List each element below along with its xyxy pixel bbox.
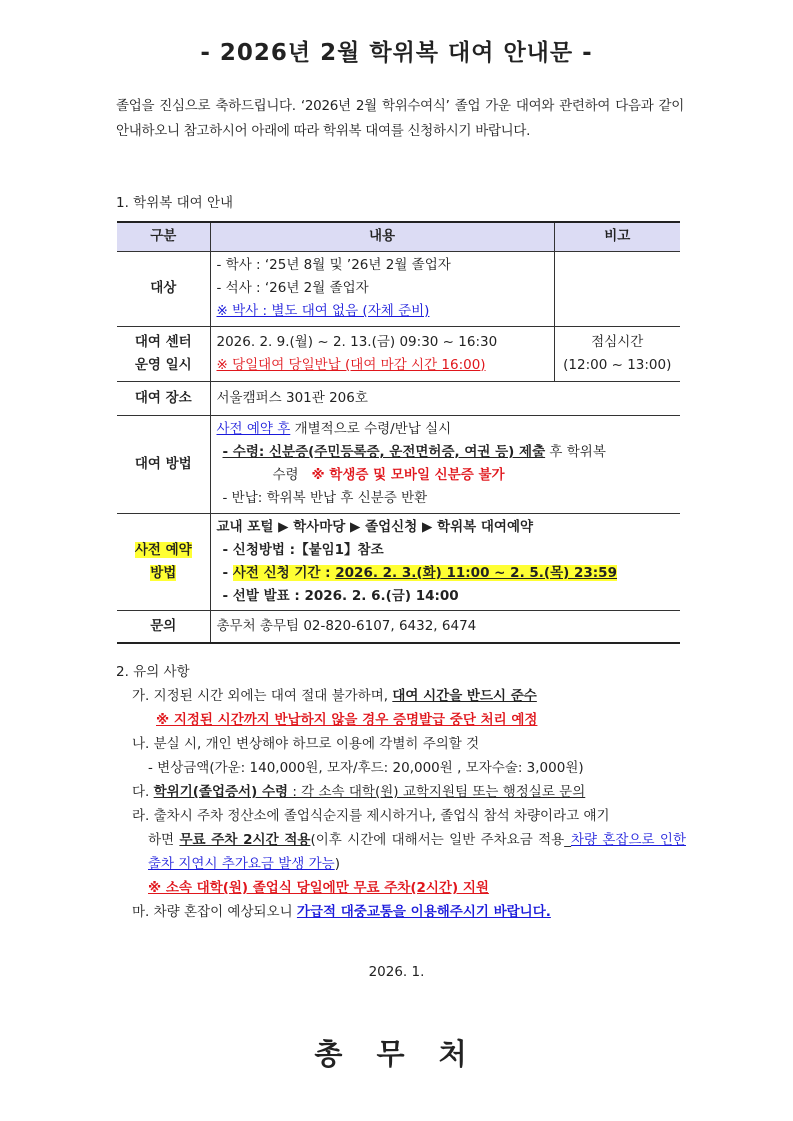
parking-support-note: ※ 소속 대학(원) 졸업식 당일에만 무료 주차(2시간) 지원 <box>148 880 489 896</box>
table-header-row <box>117 222 680 251</box>
rental-place: 서울캠퍼스 301관 206호 <box>210 381 680 415</box>
method-text: 개별적으로 수령/반납 실시 <box>290 421 452 437</box>
return-method: - 반납: 학위복 반납 후 신분증 반환 <box>222 490 428 506</box>
table-row <box>117 415 680 513</box>
row-label: 문의 <box>117 610 210 643</box>
method-text: 후 학위복 <box>545 444 606 460</box>
note-na: 나. 분실 시, 개인 변상해야 하므로 이용에 각별히 주의할 것 <box>132 736 480 752</box>
note-ga-warning: ※ 지정된 시간까지 반납하지 않을 경우 증명발급 중단 처리 예정 <box>156 712 538 728</box>
row-label: 대상 <box>117 251 210 326</box>
application-period-label: 사전 신청 기간 : <box>232 564 336 581</box>
reservation-path: 교내 포털 ▶ 학사마당 ▶ 졸업신청 ▶ 학위복 대여예약 <box>216 518 534 535</box>
row-label: 대여 방법 <box>117 415 210 513</box>
compensation-amounts: - 변상금액(가운: 140,000원, 모자/후드: 20,000원 , 모자수술: 3,000원) <box>148 760 584 776</box>
reservation-required: 사전 예약 후 <box>216 421 291 437</box>
row-label: 대여 장소 <box>117 381 210 415</box>
note-ra-text: ) <box>334 856 340 872</box>
page-title: - 2026년 2월 학위복 대여 안내문 - <box>200 40 593 66</box>
same-day-return-note: ※ 당일대여 당일반납 (대여 마감 시간 16:00) <box>216 356 486 373</box>
note-ga: 가. 지정된 시간 외에는 대여 절대 불가하며, <box>132 688 393 704</box>
announcement-date: - 선발 발표 : 2026. 2. 6.(금) 14:00 <box>222 587 459 604</box>
target-doctor-note: ※ 박사 : 별도 대여 없음 (자체 준비) <box>216 303 430 319</box>
rental-info-table <box>117 221 680 644</box>
note-ga-emphasis: 대여 시간을 반드시 준수 <box>392 688 537 704</box>
application-method: - 신청방법 :【붙임1】참조 <box>222 541 384 558</box>
header-category: 구분 <box>117 222 210 251</box>
notes-section <box>116 660 686 924</box>
header-content: 내용 <box>210 222 554 251</box>
target-bachelor: - 학사 : ‘25년 8월 및 ’26년 2월 졸업자 <box>216 257 451 273</box>
section-1-heading: 1. 학위복 대여 안내 <box>116 195 234 211</box>
note-da-prefix: 다. <box>132 784 154 800</box>
target-master: - 석사 : ‘26년 2월 졸업자 <box>216 280 369 296</box>
dash: - <box>222 564 233 581</box>
row-label: 사전 예약 <box>134 541 192 558</box>
id-restriction-note: ※ 학생증 및 모바일 신분증 불가 <box>311 467 505 483</box>
section-2-heading: 2. 유의 사항 <box>116 664 190 680</box>
table-row <box>117 513 680 610</box>
note-ra-text: 하면 <box>148 832 180 848</box>
row-label: 운영 일시 <box>134 356 192 373</box>
note-ra-text: (이후 시간에 대해서는 일반 주차요금 적용_ <box>310 832 571 848</box>
table-row <box>117 326 680 381</box>
table-row <box>117 381 680 415</box>
document-date: 2026. 1. <box>368 964 425 980</box>
issuing-department: 총 무 처 <box>314 1037 479 1071</box>
note-da: : 각 소속 대학(원) 교학지원팀 또는 행정실로 문의 <box>288 784 586 800</box>
table-row <box>117 251 680 326</box>
note-da-emphasis: 학위기(졸업증서) 수령 <box>153 784 289 800</box>
lunch-label: 점심시간 <box>591 333 644 350</box>
contact-info: 총무처 총무팀 02-820-6107, 6432, 6474 <box>210 610 680 643</box>
header-note: 비고 <box>554 222 680 251</box>
free-parking-emphasis: 무료 주차 2시간 적용 <box>179 832 311 848</box>
congestion-warning: 차량 혼잡으로 인한 출차 지연시 추가요금 발생 가능 <box>148 832 686 872</box>
note-ra: 라. 출차시 주차 정산소에 졸업식순지를 제시하거나, 졸업식 참석 차량이라고 얘기 <box>132 808 610 824</box>
public-transit-emphasis: 가급적 대중교통을 이용해주시기 바랍니다. <box>296 904 551 920</box>
note-ma: 마. 차량 혼잡이 예상되오니 <box>132 904 297 920</box>
method-text: 수령 <box>272 467 299 483</box>
row-label: 방법 <box>150 564 177 581</box>
operating-hours: 2026. 2. 9.(월) ~ 2. 13.(금) 09:30 ~ 16:30 <box>216 333 498 350</box>
intro-paragraph: 졸업을 진심으로 축하드립니다. ‘2026년 2월 학위수여식’ 졸업 가운 대여와 관련하여 다음과 같이 안내하오니 참고하시어 아래에 따라 학위복 대여를 신청하시기 바랍니다. <box>116 98 684 139</box>
application-period: 2026. 2. 3.(화) 11:00 ~ 2. 5.(목) 23:59 <box>335 564 617 581</box>
table-row <box>117 610 680 643</box>
pickup-requirement: - 수령: 신분증(주민등록증, 운전면허증, 여권 등) 제출 <box>222 444 546 460</box>
row-label: 대여 센터 <box>134 333 192 350</box>
lunch-time: (12:00 ~ 13:00) <box>563 356 672 373</box>
